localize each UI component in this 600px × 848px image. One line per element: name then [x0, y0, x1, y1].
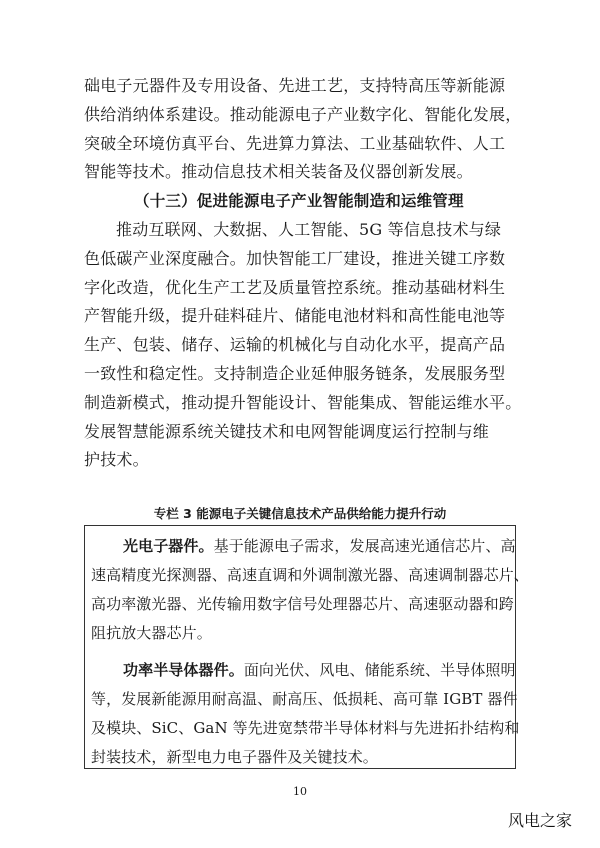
box-lead: 光电子器件。	[123, 537, 214, 555]
text-line: 突破全环境仿真平台、先进算力算法、工业基础软件、人工	[84, 133, 506, 153]
text-line: 生产、包装、储存、运输的机械化与自动化水平，提高产品	[84, 335, 506, 355]
box-line	[91, 656, 516, 685]
text-line: 一致性和稳定性。支持制造企业延伸服务链条，发展服务型	[84, 363, 506, 383]
text-line: 发展智慧能源系统关键技术和电网智能调度运行控制与维	[84, 421, 490, 441]
text-line: 护技术。	[84, 450, 149, 470]
text-line: 础电子元器件及专用设备、先进工艺，支持特高压等新能源	[84, 76, 506, 95]
box-text: 基于能源电子需求，发展高速光通信芯片、高	[213, 537, 516, 555]
text-line: 字化改造，优化生产工艺及质量管控系统。推动基础材料生	[84, 277, 506, 297]
info-box	[84, 525, 529, 769]
box-line: 速高精度光探测器、高速直调和外调制激光器、高速调制器芯片、	[91, 566, 529, 584]
box-title: 专栏 3 能源电子关键信息技术产品供给能力提升行动	[153, 506, 447, 521]
text-line: 智能等技术。推动信息技术相关装备及仪器创新发展。	[84, 162, 473, 182]
paragraph-gap	[91, 648, 511, 656]
text-line: 推动互联网、大数据、人工智能、5G 等信息技术与绿	[116, 219, 502, 239]
info-box-content	[91, 532, 529, 772]
box-line: 封装技术，新型电力电子器件及关键技术。	[91, 748, 378, 766]
box-line: 阻抗放大器芯片。	[91, 624, 212, 642]
text-line: 供给消纳体系建设。推动能源电子产业数字化、智能化发展，	[84, 104, 522, 124]
box-lead: 功率半导体器件。	[123, 661, 244, 679]
section-heading: （十三）促进能源电子产业智能制造和运维管理	[134, 192, 464, 211]
body-text	[84, 72, 522, 475]
text-line: 色低碳产业深度融合。加快智能工厂建设，推进关键工序数	[84, 248, 506, 268]
text-line: 制造新模式，推动提升智能设计、智能集成、智能运维水平。	[84, 392, 522, 412]
box-text: 面向光伏、风电、储能系统、半导体照明	[243, 661, 516, 679]
box-line	[91, 532, 516, 561]
box-line: 及模块、SiC、GaN 等先进宽禁带半导体材料与先进拓扑结构和	[91, 719, 520, 737]
page-number: 10	[293, 785, 307, 798]
box-line: 等，发展新能源用耐高温、耐高压、低损耗、高可靠 IGBT 器件	[91, 690, 518, 708]
text-line: 产智能升级，提升硅料硅片、储能电池材料和高性能电池等	[84, 306, 506, 326]
box-line: 高功率激光器、光传输用数字信号处理器芯片、高速驱动器和跨	[91, 595, 514, 613]
watermark: 风电之家	[507, 811, 572, 830]
